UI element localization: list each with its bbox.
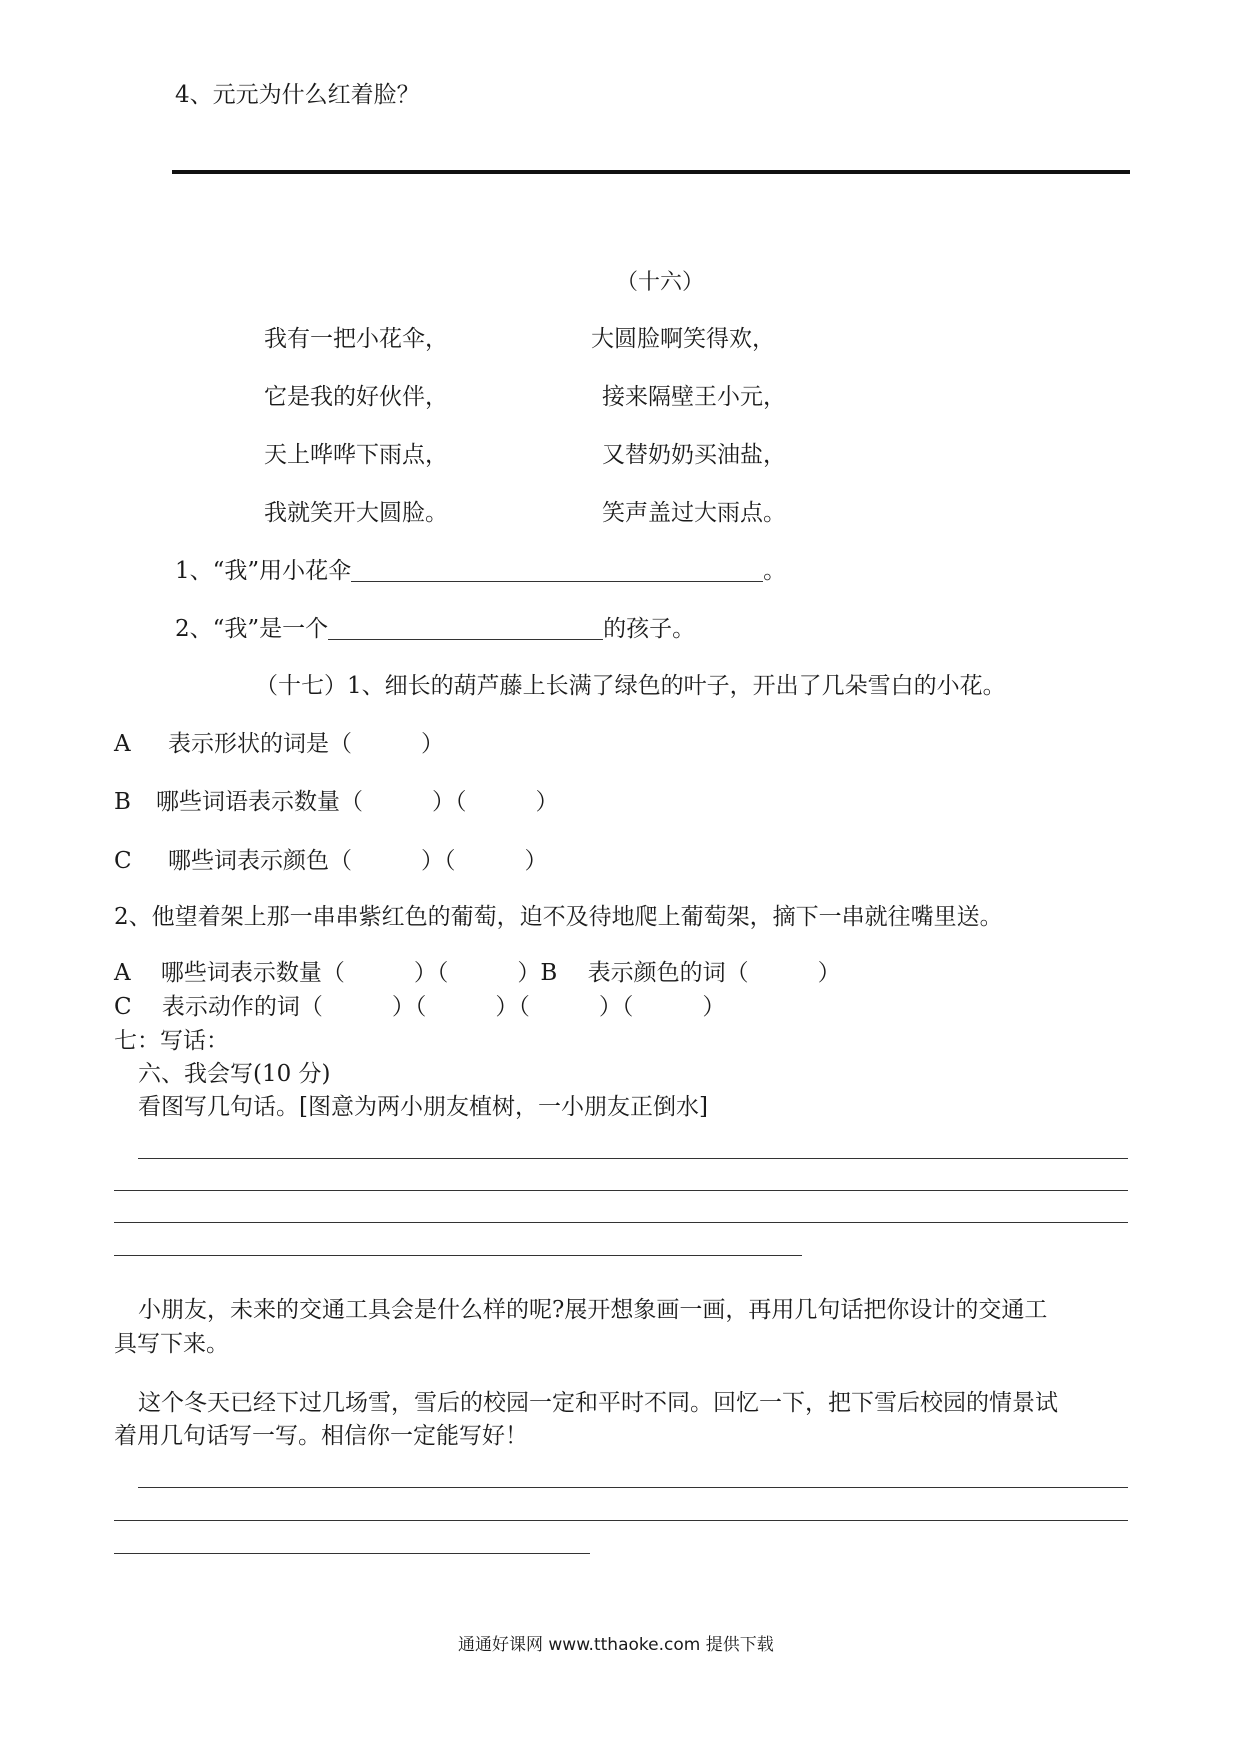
writing-line[interactable] bbox=[114, 1255, 802, 1256]
poem-left-line-1: 我有一把小花伞， bbox=[264, 326, 448, 352]
writing-heading: 七：写话： bbox=[114, 1028, 229, 1054]
question-16-2-prefix: 2、“我”是一个 bbox=[175, 616, 329, 642]
question-17-2-c: C 表示动作的词（ ）（ ）（ ）（ ） bbox=[114, 994, 726, 1020]
poem-right-line-3: 又替奶奶买油盐， bbox=[602, 442, 786, 468]
writing-prompt-3-line-2: 着用几句话写一写。相信你一定能写好！ bbox=[114, 1423, 528, 1449]
poem-right-line-2: 接来隔壁王小元， bbox=[602, 384, 786, 410]
option-c-text: 哪些词表示颜色（ ）（ ） bbox=[168, 848, 548, 874]
question-4: 4、元元为什么红着脸？ bbox=[175, 82, 420, 108]
writing-prompt-3-line-1: 这个冬天已经下过几场雪，雪后的校园一定和平时不同。回忆一下，把下雪后校园的情景试 bbox=[138, 1390, 1058, 1416]
option-c-label: C bbox=[114, 848, 132, 874]
fill-blank[interactable] bbox=[328, 616, 603, 640]
question-16-1-suffix: 。 bbox=[763, 558, 787, 584]
question-16-1-prefix: 1、“我”用小花伞 bbox=[175, 558, 352, 584]
writing-prompt-1: 看图写几句话。[图意为两小朋友植树，一小朋友正倒水] bbox=[138, 1094, 708, 1120]
option-b-text: 哪些词语表示数量（ ）（ ） bbox=[156, 789, 559, 815]
question-17-2-a: A 哪些词表示数量（ ）（ ）B 表示颜色的词（ ） bbox=[114, 960, 841, 986]
writing-line[interactable] bbox=[114, 1553, 590, 1554]
fill-blank[interactable] bbox=[351, 558, 763, 582]
question-16-2-suffix: 的孩子。 bbox=[603, 616, 696, 642]
writing-prompt-2-line-1: 小朋友，未来的交通工具会是什么样的呢?展开想象画一画，再用几句话把你设计的交通工 bbox=[138, 1297, 1048, 1323]
option-a-text: 表示形状的词是（ ） bbox=[168, 731, 444, 757]
option-b-label: B bbox=[114, 789, 131, 815]
question-17-2: 2、他望着架上那一串串紫红色的葡萄，迫不及待地爬上葡萄架，摘下一串就往嘴里送。 bbox=[114, 904, 1003, 930]
question-16-2 bbox=[175, 616, 695, 641]
question-16-1 bbox=[175, 558, 786, 583]
section-16-title: （十六） bbox=[616, 270, 705, 295]
writing-line[interactable] bbox=[114, 1520, 1128, 1521]
writing-line[interactable] bbox=[114, 1190, 1128, 1191]
poem-left-line-4: 我就笑开大圆脸。 bbox=[264, 500, 448, 526]
writing-subheading: 六、我会写(10 分) bbox=[138, 1061, 331, 1087]
writing-line[interactable] bbox=[138, 1487, 1128, 1488]
writing-line[interactable] bbox=[114, 1222, 1128, 1223]
writing-prompt-2-line-2: 具写下来。 bbox=[114, 1331, 229, 1357]
writing-line[interactable] bbox=[138, 1158, 1128, 1159]
option-a-label: A bbox=[114, 731, 131, 757]
poem-right-line-4: 笑声盖过大雨点。 bbox=[602, 500, 786, 526]
footer-text: 通通好课网 www.tthaoke.com 提供下载 bbox=[458, 1635, 774, 1655]
poem-right-line-1: 大圆脸啊笑得欢， bbox=[591, 326, 775, 352]
section-17-title: （十七）1、细长的葫芦藤上长满了绿色的叶子，开出了几朵雪白的小花。 bbox=[255, 673, 1006, 699]
answer-line bbox=[172, 170, 1130, 174]
poem-left-line-2: 它是我的好伙伴， bbox=[264, 384, 448, 410]
poem-left-line-3: 天上哗哗下雨点， bbox=[264, 442, 448, 468]
